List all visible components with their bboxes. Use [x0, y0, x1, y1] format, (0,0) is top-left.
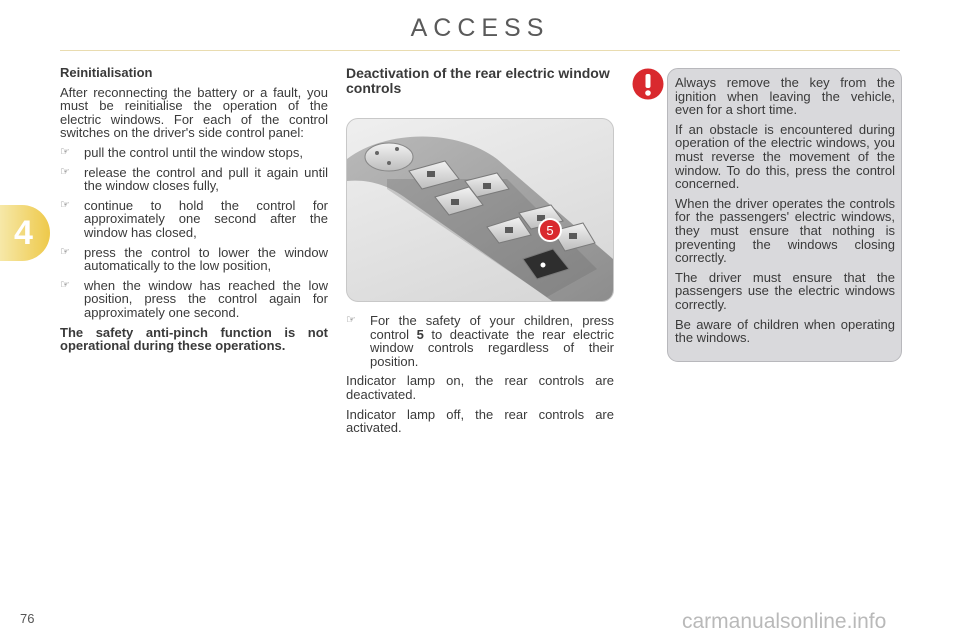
pointing-hand-icon: ☞	[60, 145, 70, 158]
exclamation-icon	[632, 68, 664, 100]
warning-paragraph: The driver must ensure that the passengers use the electric windows correctly.	[675, 269, 895, 312]
list-item	[60, 166, 328, 193]
list-item	[60, 146, 328, 160]
anti-pinch-note: The safety anti-pinch function is not operational during these operations.	[60, 324, 328, 354]
reinitialisation-heading: Reinitialisation	[60, 65, 153, 80]
bullet-text-post: to deactivate the rear electric window controls regardless of their position.	[370, 326, 615, 369]
header-divider	[60, 50, 900, 51]
pointing-hand-icon: ☞	[60, 245, 70, 258]
list-item	[60, 279, 328, 320]
list-item	[346, 314, 614, 368]
list-item-text: release the control and pull it again until the window closes fully,	[84, 164, 328, 194]
list-item	[60, 246, 328, 273]
pointing-hand-icon: ☞	[346, 314, 356, 326]
door-switch-panel-illustration	[347, 119, 613, 301]
bullet-text-pre: For the safety of your children, press control	[370, 313, 614, 342]
list-item-text: press the control to lower the window automatically to the low position,	[84, 244, 328, 274]
list-item-text: when the window has reached the low position, press the control again for approximately one second.	[84, 277, 328, 320]
pointing-hand-icon: ☞	[60, 165, 70, 178]
reinitialisation-steps	[60, 146, 328, 320]
indicator-on-paragraph: Indicator lamp on, the rear controls are deactivated.	[346, 373, 614, 402]
page-number: 76	[20, 611, 35, 626]
warning-paragraph: When the driver operates the controls for the passengers' electric windows, they must ensure that nothing is preventing the windows closing correctly.	[675, 195, 895, 266]
deactivation-steps	[346, 314, 614, 368]
deactivation-heading: Deactivation of the rear electric window controls	[346, 65, 610, 96]
middle-column	[346, 66, 614, 441]
pointing-hand-icon: ☞	[60, 198, 70, 211]
list-item-text: continue to hold the control for approximately one second after the window has closed,	[84, 197, 328, 240]
pointing-hand-icon: ☞	[60, 278, 70, 291]
list-item	[60, 199, 328, 240]
page-header-title: ACCESS	[410, 14, 550, 42]
watermark: carmanualsonline.info	[682, 610, 887, 633]
warning-text	[675, 76, 895, 351]
reinitialisation-intro: After reconnecting the battery or a fault, you must be reinitialise the operation of the electric windows. For each of the control switches on the driver's side control panel:	[60, 84, 328, 141]
chapter-number: 4	[14, 214, 33, 252]
warning-paragraph: Be aware of children when operating the windows.	[675, 316, 895, 346]
window-control-panel-photo	[346, 118, 614, 302]
callout-number: 5	[546, 223, 554, 238]
warning-paragraph: If an obstacle is encountered during operation of the electric windows, you must reverse the movement of the window. To do this, press the control concerned.	[675, 121, 895, 192]
chapter-tab	[0, 205, 50, 261]
control-number: 5	[416, 326, 424, 342]
indicator-off-paragraph: Indicator lamp off, the rear controls are activated.	[346, 406, 614, 436]
left-column	[60, 66, 328, 359]
warning-paragraph: Always remove the key from the ignition when leaving the vehicle, even for a short time.	[675, 75, 895, 118]
list-item-text: pull the control until the window stops,	[84, 144, 303, 160]
